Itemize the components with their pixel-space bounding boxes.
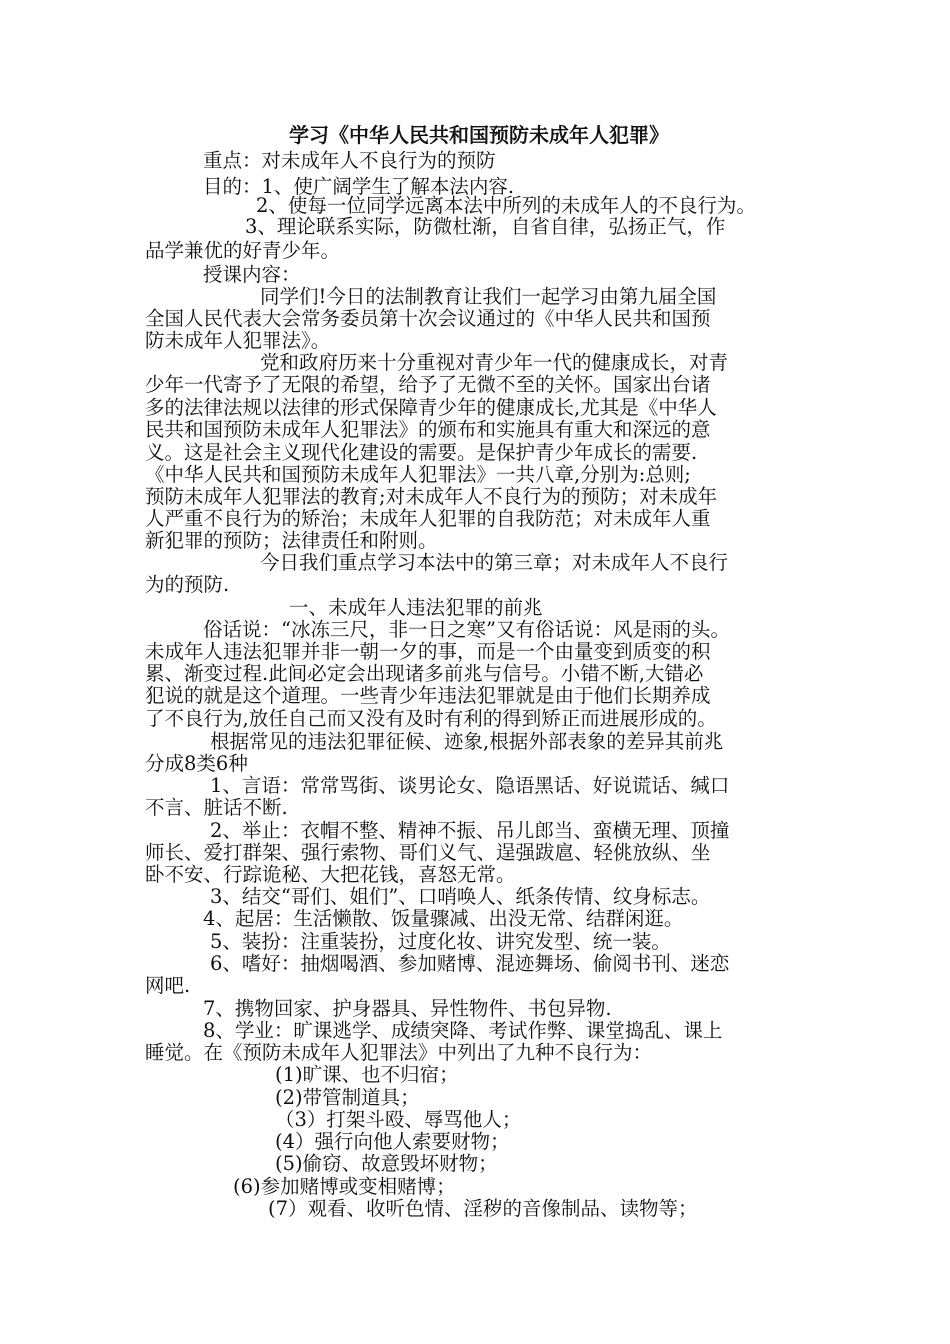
- text-line: 人严重不良行为的矫治；未成年人犯罪的自我防范；对未成年人重: [145, 507, 711, 530]
- list-item: （3）打架斗殴、辱骂他人；: [275, 1108, 522, 1131]
- text-line: 新犯罪的预防；法律责任和附则。: [145, 529, 438, 552]
- list-item: (5)偷窃、故意毁坏财物；: [275, 1152, 498, 1175]
- text-line: 卧不安、行踪诡秘、大把花钱，喜怒无常。: [145, 863, 516, 886]
- list-item: 4、起居：生活懒散、饭量骤减、出没无常、结群闲逛。: [203, 907, 684, 930]
- text-line: 师长、爱打群架、强行索物、哥们义气、逞强跋扈、轻佻放纵、坐: [145, 841, 711, 864]
- list-item: 7、携物回家、护身器具、异性物件、书包异物.: [203, 997, 612, 1020]
- section-heading: 一、未成年人违法犯罪的前兆: [289, 596, 543, 619]
- text-line: 授课内容：: [203, 263, 301, 286]
- text-line: 俗话说：“冰冻三尺，非一日之寒”又有俗话说：风是雨的头。: [203, 618, 730, 641]
- text-line: 重点：对未成年人不良行为的预防: [203, 149, 496, 172]
- list-item: (1)旷课、也不归宿；: [275, 1063, 459, 1086]
- text-line: 全国人民代表大会常务委员第十次会议通过的《中华人民共和国预: [145, 307, 711, 330]
- text-line: 了不良行为,放任自己而又没有及时有利的得到矫正而进展形成的。: [145, 707, 717, 730]
- text-line: 犯说的就是这个道理。一些青少年违法犯罪就是由于他们长期养成: [145, 684, 711, 707]
- text-line: 今日我们重点学习本法中的第三章；对未成年人不良行: [260, 551, 729, 574]
- document-title: 学习《中华人民共和国预防未成年人犯罪》: [289, 123, 669, 147]
- text-line: 预防未成年人犯罪法的教育;对未成年人不良行为的预防；对未成年: [145, 485, 718, 508]
- text-line: 《中华人民共和国预防未成年人犯罪法》一共八章,分别为:总则;: [145, 463, 691, 486]
- text-line: 党和政府历来十分重视对青少年一代的健康成长，对青: [260, 351, 729, 374]
- text-line: 目的：1、使广阔学生了解本法内容.: [203, 175, 515, 198]
- list-item: 8、学业：旷课逃学、成绩突降、考试作弊、课堂捣乱、课上: [203, 1019, 723, 1042]
- text-line: 少年一代寄予了无限的希望，给予了无微不至的关怀。国家出台诸: [145, 373, 711, 396]
- text-line: 义。这是社会主义现代化建设的需要。是保护青少年成长的需要.: [145, 441, 698, 464]
- text-line: 2、使每一位同学远离本法中所列的未成年人的不良行为。: [256, 194, 756, 217]
- text-line: 不言、脏话不断.: [145, 796, 288, 819]
- list-item: 6、嗜好：抽烟喝酒、参加赌博、混迹舞场、偷阅书刊、迷恋: [210, 952, 730, 975]
- text-line: 3、理论联系实际，防微杜渐，自省自律，弘扬正气，作: [245, 215, 726, 238]
- text-line: 累、渐变过程.此间必定会出现诸多前兆与信号。小错不断,大错必: [145, 662, 704, 685]
- list-item: (6)参加赌博或变相赌博；: [233, 1175, 456, 1198]
- text-line: 同学们!今日的法制教育让我们一起学习由第九届全国: [260, 285, 717, 308]
- text-line: 根据常见的违法犯罪征候、迹象,根据外部表象的差异其前兆: [210, 730, 724, 753]
- list-item: 3、结交“哥们、姐们”、口哨唤人、纸条传情、纹身标志。: [210, 885, 711, 908]
- text-line: 品学兼优的好青少年。: [145, 239, 341, 262]
- text-line: 民共和国预防未成年人犯罪法》的颁布和实施具有重大和深远的意: [145, 418, 711, 441]
- text-line: 为的预防.: [145, 573, 230, 596]
- text-line: 分成8类6种: [145, 752, 248, 775]
- list-item: 5、装扮：注重装扮，过度化妆、讲究发型、统一装。: [210, 930, 671, 953]
- text-line: 未成年人违法犯罪并非一朝一夕的事，而是一个由量变到质变的积: [145, 640, 711, 663]
- text-line: 多的法律法规以法律的形式保障青少年的健康成长,尤其是《中华人: [145, 396, 717, 419]
- text-line: 防未成年人犯罪法》。: [145, 329, 331, 352]
- text-line: 睡觉。在《预防未成年人犯罪法》中列出了九种不良行为：: [145, 1041, 653, 1064]
- list-item: 1、言语：常常骂街、谈男论女、隐语黑话、好说谎话、缄口: [210, 774, 730, 797]
- list-item: (7）观看、收听色情、淫秽的音像制品、读物等；: [268, 1197, 698, 1220]
- list-item: (4）强行向他人索要财物；: [275, 1130, 510, 1153]
- text-line: 网吧.: [145, 974, 191, 997]
- list-item: (2)带管制道具；: [275, 1086, 420, 1109]
- list-item: 2、举止：衣帽不整、精神不振、吊儿郎当、蛮横无理、顶撞: [210, 819, 730, 842]
